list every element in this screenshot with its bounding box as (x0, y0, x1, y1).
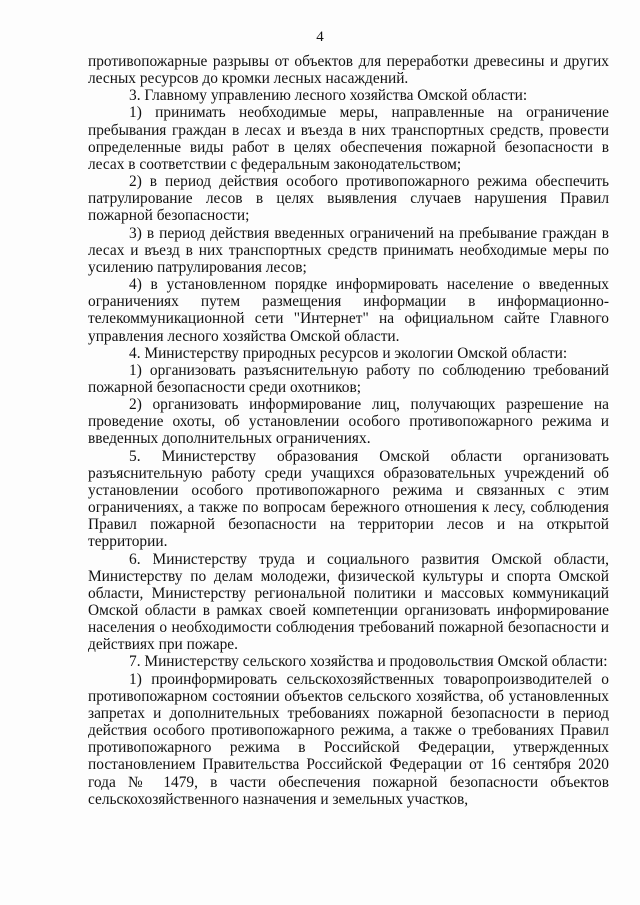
page-number: 4 (316, 29, 324, 45)
document-body (88, 53, 609, 808)
paragraph: 4) в установленном порядке информировать население о введенных ограничениях путем размещения информации в информационно-телекоммуникационной сети "Интернет" на официальном сайте Главного управления лесного хозяйства Омской области. (88, 276, 609, 345)
paragraph: 1) организовать разъяснительную работу по соблюдению требований пожарной безопасности среди охотников; (88, 361, 609, 396)
paragraph: 7. Министерству сельского хозяйства и продовольствия Омской области: (129, 653, 608, 671)
paragraph: 5. Министерству образования Омской области организовать разъяснительную работу среди учащихся образовательных учреждений об установлении особого противопожарного режима и связанных с этим ограничениях, а также по вопросам бережного отношения к лесу, соблюдения Правил пожарной безопасности на территории лесов и на открытой территории. (88, 447, 609, 551)
paragraph: 2) организовать информирование лиц, получающих разрешение на проведение охоты, об установлении особого противопожарного режима и введенных дополнительных ограничениях. (88, 396, 609, 448)
paragraph: 4. Министерству природных ресурсов и экологии Омской области: (129, 344, 568, 362)
paragraph: 2) в период действия особого противопожарного режима обеспечить патрулирование лесов в целях выявления случаев нарушения Правил пожарной безопасности; (88, 173, 609, 225)
paragraph: противопожарные разрывы от объектов для переработки древесины и других лесных ресурсов до кромки лесных насаждений. (88, 53, 609, 88)
paragraph: 1) принимать необходимые меры, направленные на ограничение пребывания граждан в лесах и въезда в них транспортных средств, провести определенные виды работ в целях обеспечения пожарной безопасности в лесах в соответствии с федеральным законодательством; (88, 104, 609, 173)
paragraph: 6. Министерству труда и социального развития Омской области, Министерству по делам молодежи, физической культуры и спорта Омской области, Министерству региональной политики и массовых коммуникаций Омской области в рамках своей компетенции организовать информирование населения о необходимости соблюдения требований пожарной безопасности и действиях при пожаре. (88, 550, 609, 654)
paragraph: 3. Главному управлению лесного хозяйства Омской области: (129, 87, 528, 105)
paragraph: 1) проинформировать сельскохозяйственных товаропроизводителей о противопожарном состоянии объектов сельского хозяйства, об установленных запретах и дополнительных требованиях пожарной безопасности в период действия особого противопожарного режима, а также о требованиях Правил противопожарного режима в Российской Федерации, утвержденных постановлением Правительства Российской Федерации от 16 сентября 2020 года № 1479, в части обеспечения пожарной безопасности объектов сельскохозяйственного назначения и земельных участков, (88, 670, 609, 808)
paragraph: 3) в период действия введенных ограничений на пребывание граждан в лесах и въезд в них транспортных средств принимать необходимые меры по усилению патрулирования лесов; (88, 224, 609, 276)
